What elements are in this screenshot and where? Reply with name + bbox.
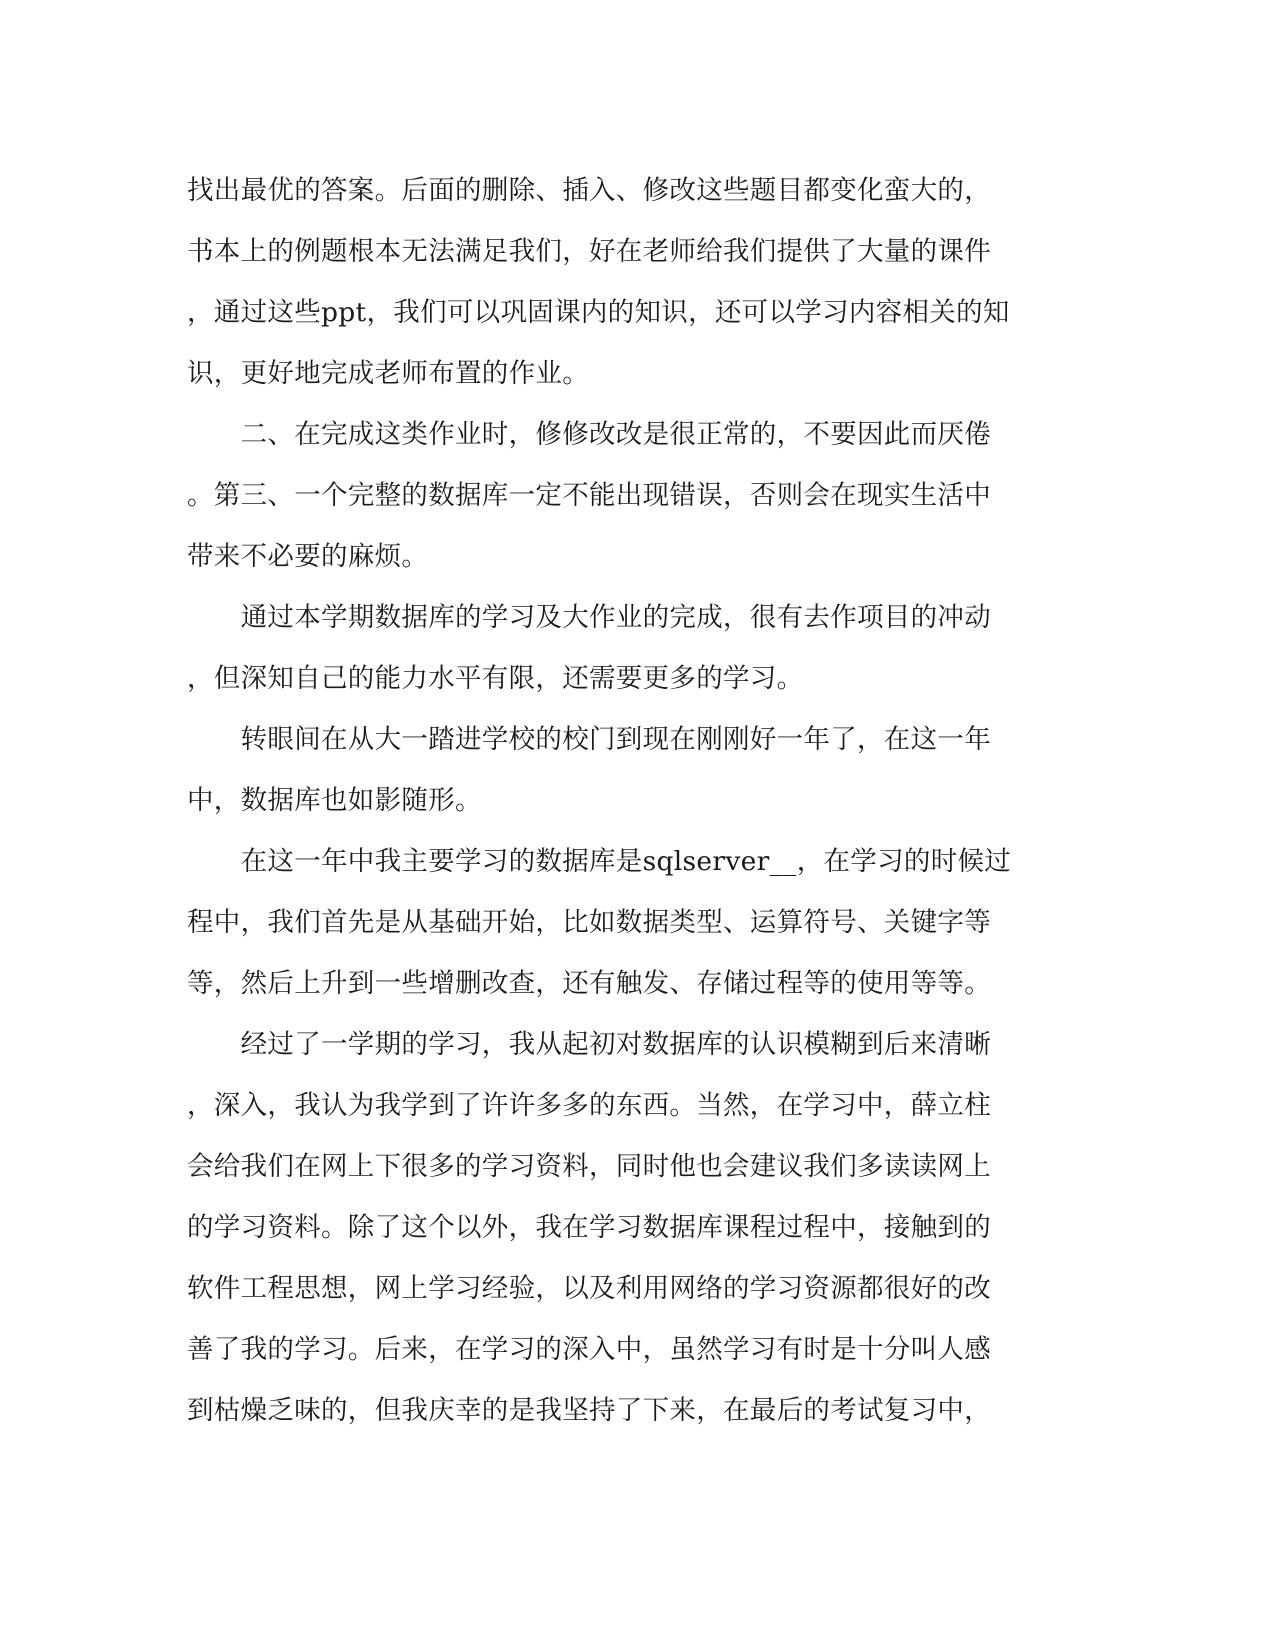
text-line: 到枯燥乏味的，但我庆幸的是我坚持了下来，在最后的考试复习中， bbox=[187, 1395, 991, 1426]
text-line: ，深入，我认为我学到了许许多多的东西。当然，在学习中，薛立柱 bbox=[187, 1090, 991, 1121]
text-line: 的学习资料。除了这个以外，我在学习数据库课程过程中，接触到的 bbox=[187, 1212, 991, 1243]
text-line: 找出最优的答案。后面的删除、插入、修改这些题目都变化蛮大的， bbox=[187, 175, 991, 206]
text-line: 经过了一学期的学习，我从起初对数据库的认识模糊到后来清晰 bbox=[187, 1029, 991, 1060]
text-line: 中，数据库也如影随形。 bbox=[187, 785, 482, 816]
text-line: 善了我的学习。后来，在学习的深入中，虽然学习有时是十分叫人感 bbox=[187, 1334, 991, 1365]
text-line: ，通过这些ppt，我们可以巩固课内的知识，还可以学习内容相关的知 bbox=[187, 297, 1010, 328]
body-text bbox=[187, 160, 1087, 1441]
text-line: 转眼间在从大一踏进学校的校门到现在刚刚好一年了，在这一年 bbox=[187, 724, 991, 755]
text-line: 识，更好地完成老师布置的作业。 bbox=[187, 358, 589, 389]
text-line: 带来不必要的麻烦。 bbox=[187, 541, 429, 572]
text-line: 二、在完成这类作业时，修修改改是很正常的，不要因此而厌倦 bbox=[187, 419, 991, 450]
text-line: 。第三、一个完整的数据库一定不能出现错误，否则会在现实生活中 bbox=[187, 480, 991, 511]
text-line: 在这一年中我主要学习的数据库是sqlserver__，在学习的时候过 bbox=[187, 846, 1012, 877]
text-line: 书本上的例题根本无法满足我们，好在老师给我们提供了大量的课件 bbox=[187, 236, 991, 267]
text-line: 会给我们在网上下很多的学习资料，同时他也会建议我们多读读网上 bbox=[187, 1151, 991, 1182]
text-line: 通过本学期数据库的学习及大作业的完成，很有去作项目的冲动 bbox=[187, 602, 991, 633]
text-line: ，但深知自己的能力水平有限，还需要更多的学习。 bbox=[187, 663, 804, 694]
text-line: 软件工程思想，网上学习经验，以及利用网络的学习资源都很好的改 bbox=[187, 1273, 991, 1304]
text-line: 程中，我们首先是从基础开始，比如数据类型、运算符号、关键字等 bbox=[187, 907, 991, 938]
text-line: 等，然后上升到一些增删改查，还有触发、存储过程等的使用等等。 bbox=[187, 968, 991, 999]
